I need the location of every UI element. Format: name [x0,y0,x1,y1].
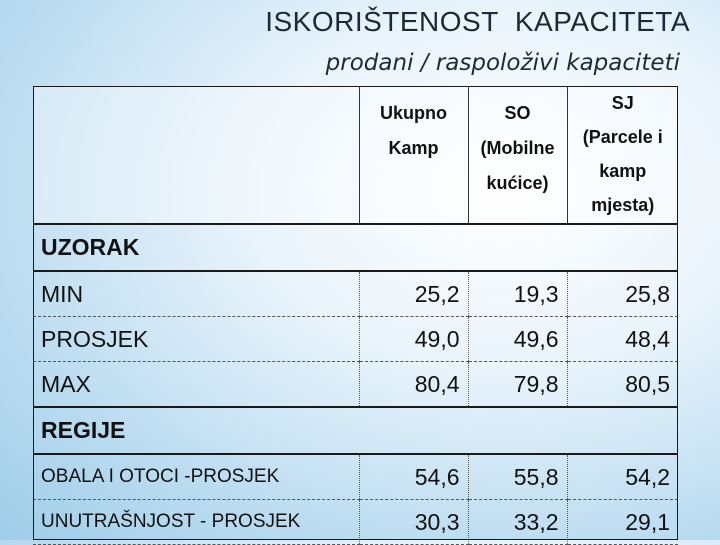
row-label: MAX [33,362,359,408]
section-label: UZORAK [33,224,678,271]
cell-value: 55,8 [468,454,567,500]
table-row [33,454,678,500]
cell-value: 49,0 [359,317,468,362]
cell-value: 80,5 [567,362,678,408]
row-label: PROSJEK [33,317,359,362]
header-empty-cell [33,86,359,224]
page-title: ISKORIŠTENOST KAPACITETA [265,6,690,37]
cell-value: 25,2 [359,271,468,317]
row-label: UNUTRAŠNJOST - PROSJEK [33,500,359,545]
row-label: OBALA I OTOCI -PROSJEK [33,454,359,500]
cell-value: 19,3 [468,271,567,317]
cell-value: 49,6 [468,317,567,362]
section-row-uzorak [33,224,678,271]
header-line: SO [504,103,531,123]
cell-value: 54,2 [567,454,678,500]
row-label: MIN [33,271,359,317]
table-row [33,500,678,545]
cell-value: 79,8 [468,362,567,408]
header-sj [567,86,678,224]
capacity-table [33,86,678,545]
header-line: SJ [611,93,634,113]
header-line: Kamp [388,138,439,158]
header-line: (Mobilne [480,138,555,158]
cell-value: 30,3 [359,500,468,545]
table-row [33,362,678,408]
cell-value: 29,1 [567,500,678,545]
header-ukupno-kamp [359,86,468,224]
cell-value: 25,8 [567,271,678,317]
section-row-regije [33,407,678,454]
header-line: mjesta) [591,195,655,215]
section-label: REGIJE [33,407,678,454]
header-row [33,86,678,224]
cell-value: 48,4 [567,317,678,362]
cell-value: 80,4 [359,362,468,408]
header-line: Ukupno [380,103,447,123]
table-row [33,271,678,317]
header-so [468,86,567,224]
table-row [33,317,678,362]
page-subtitle: prodani / raspoloživi kapaciteti [325,50,680,76]
cell-value: 33,2 [468,500,567,545]
header-line: kućice) [486,173,549,193]
cell-value: 54,6 [359,454,468,500]
header-line: kamp [599,161,647,181]
header-line: (Parcele i [582,127,663,147]
